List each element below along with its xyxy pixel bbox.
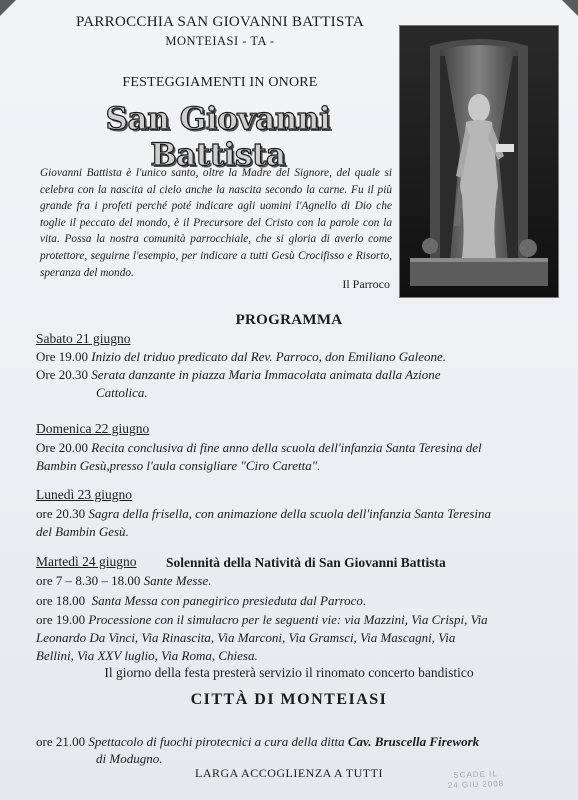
- event-desc: Serata danzante in piazza Maria Immacolata animata dalla Azione: [91, 367, 441, 382]
- event-line: [36, 348, 552, 366]
- event-desc-cont: Leonardo Da Vinci, Via Rinascita, Via Marconi, Via Gramsci, Via Mascagni, Via: [36, 630, 456, 645]
- event-desc: Processione con il simulacro per le seguenti vie: via Mazzini, Via Crispi, Via: [88, 612, 488, 627]
- event-time: ore 18.00: [36, 593, 86, 608]
- event-desc: Spettacolo di fuochi pirotecnici a cura della ditta: [88, 734, 345, 749]
- signature: Il Parroco: [342, 277, 390, 291]
- event-desc-cont: del Bambin Gesù.: [36, 524, 129, 539]
- expiry-stamp: [420, 768, 533, 800]
- intro-paragraph: Giovanni Battista è l'unico santo, oltre la Madre del Signore, del quale si celebra con la nascita al cielo anche la nascita secondo la carne. Fu il più grande fra i profeti perché poté indicare agli uomini l'Agnello di Dio che toglie il peccato del mondo, è il Precursore del Cristo con la parole con la vita. Possa la nostra comunità parrocchiale, che si gloria di averlo come protettore, seguirne l'esempio, per indicare a tutti Gesù Crocifisso e Risorto, speranza del mondo.: [40, 167, 392, 279]
- event-time: Ore 20.30: [36, 367, 88, 382]
- event-line: [36, 439, 552, 457]
- day-tuesday: Martedì 24 giugno: [36, 554, 137, 569]
- saint-title: San Giovanni Battista: [105, 101, 331, 173]
- event-desc-cont: di Modugno.: [96, 751, 163, 766]
- stamp-line: 24 GIU 2008: [447, 779, 505, 790]
- event-time: ore 21.00: [36, 734, 86, 749]
- event-desc: Sante Messe.: [143, 573, 212, 588]
- event-line: [36, 592, 552, 610]
- day-sunday: Domenica 22 giugno: [36, 421, 150, 436]
- solemnity-headline: Solennità della Natività di San Giovanni Battista: [166, 555, 446, 570]
- welcome-footer: LARGA ACCOGLIENZA A TUTTI: [195, 766, 383, 780]
- day-monday: Lunedì 23 giugno: [36, 487, 132, 502]
- corner-tab-right: [562, 0, 578, 16]
- event-time: Ore 19.00: [36, 349, 88, 364]
- event-desc-cont: Bambin Gesù,presso l'aula consigliare "Ciro Caretta".: [36, 458, 321, 473]
- event-time: ore 7 – 8.30 – 18.00: [36, 573, 141, 588]
- statue-image: [400, 26, 558, 297]
- event-line: [36, 505, 552, 523]
- stamp-line: SCADE IL: [453, 769, 499, 780]
- town-name: MONTEIASI - TA -: [165, 34, 275, 48]
- event-line: [36, 572, 552, 590]
- saint-statue-photo: [399, 25, 559, 298]
- event-desc-cont: Bellini, Via XXV luglio, Via Roma, Chiesa.: [36, 648, 258, 663]
- event-desc-cont: Cattolica.: [96, 385, 148, 400]
- event-time: ore 20.30: [36, 506, 86, 521]
- day-saturday: Sabato 21 giugno: [36, 331, 131, 346]
- event-time: Ore 20.00: [36, 440, 88, 455]
- event-desc: Recita conclusiva di fine anno della scuola dell'infanzia Santa Teresina del: [91, 440, 482, 455]
- event-desc: Inizio del triduo predicato dal Rev. Parroco, don Emiliano Galeone.: [91, 349, 447, 364]
- fireworks-company: Cav. Bruscella Firework: [347, 734, 480, 749]
- band-name: CITTÀ DI MONTEIASI: [190, 691, 388, 708]
- band-note: Il giorno della festa presterà servizio il rinomato concerto bandistico: [104, 665, 474, 680]
- event-line: [36, 366, 552, 384]
- fireworks-line: [36, 733, 552, 751]
- event-line: [36, 611, 552, 629]
- event-time: ore 19.00: [36, 612, 86, 627]
- event-desc: Santa Messa con panegirico presieduta dal Parroco.: [91, 593, 367, 608]
- event-desc: Sagra della frisella, con animazione della scuola dell'infanzia Santa Teresina: [88, 506, 491, 521]
- program-title: PROGRAMMA: [235, 312, 343, 328]
- parish-name: PARROCCHIA SAN GIOVANNI BATTISTA: [75, 14, 365, 30]
- corner-tab-left: [0, 0, 16, 16]
- festivities-heading: FESTEGGIAMENTI IN ONORE: [122, 75, 318, 90]
